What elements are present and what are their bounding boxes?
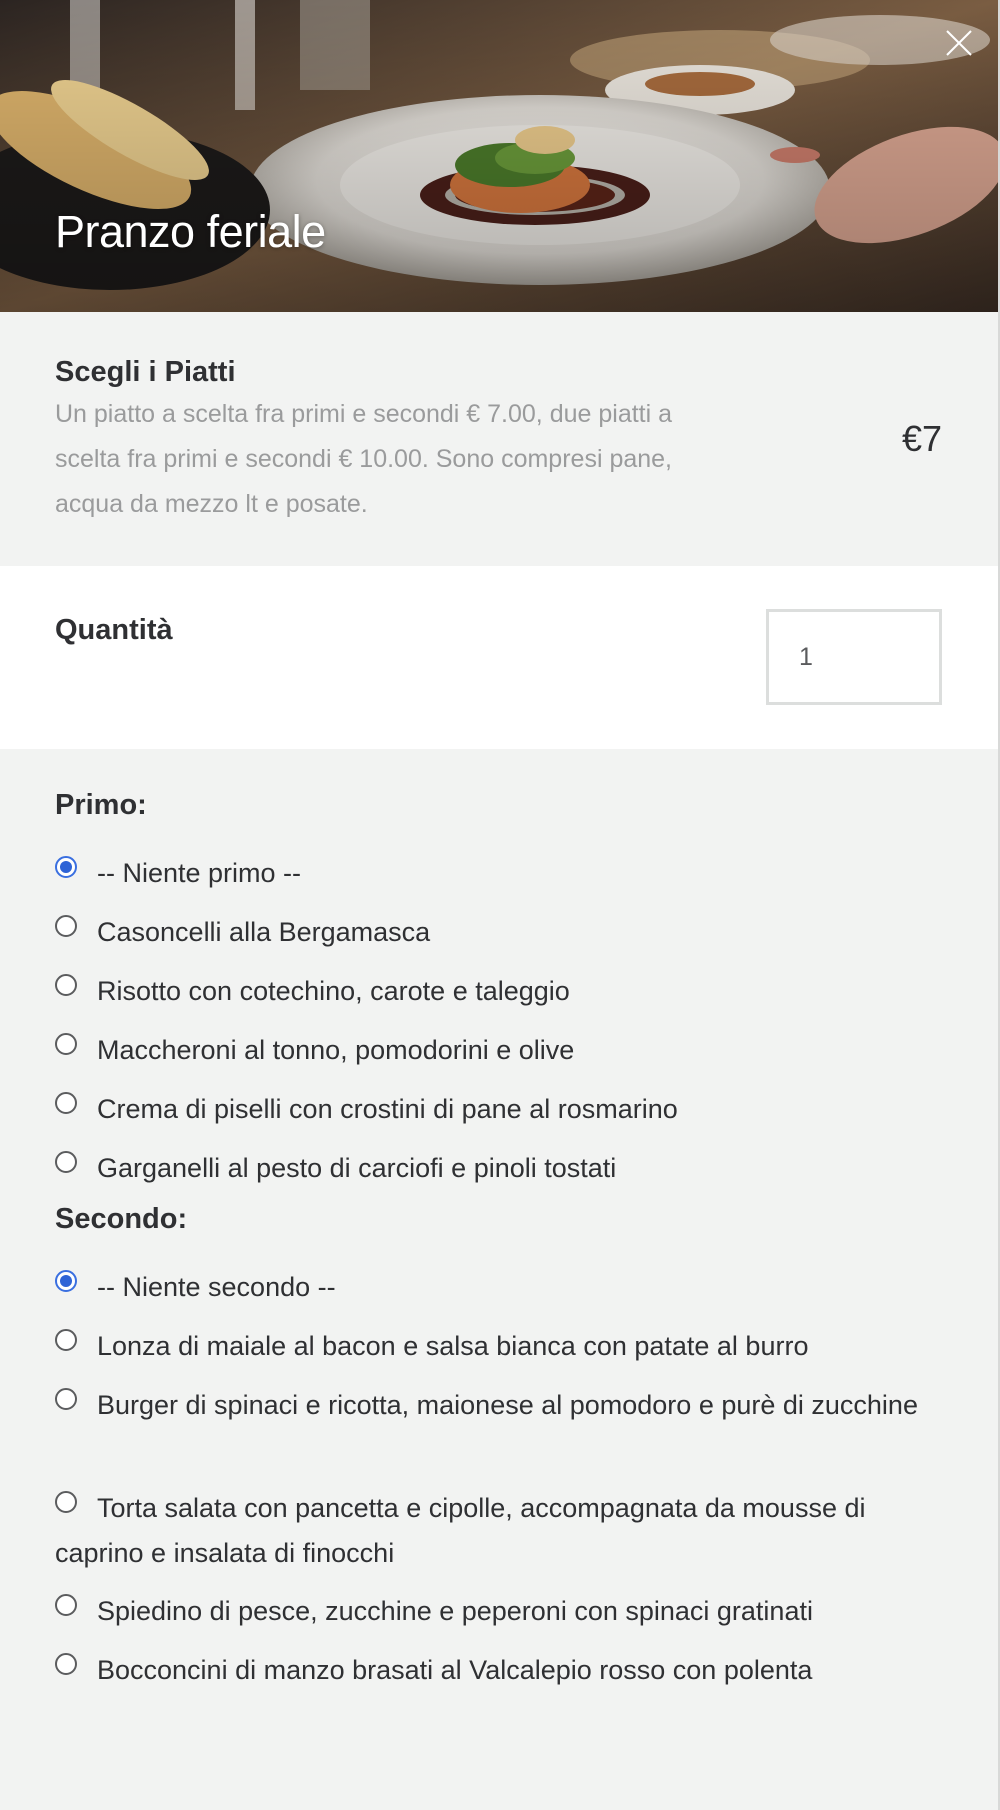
item-description-section <box>0 312 1000 566</box>
option-label: Burger di spinaci e ricotta, maionese al pomodoro e purè di zucchine <box>97 1390 918 1420</box>
quantity-input[interactable] <box>766 609 942 705</box>
option-label: Risotto con cotechino, carote e taleggio <box>97 976 570 1006</box>
radio-button[interactable] <box>55 915 77 937</box>
option-label: -- Niente primo -- <box>97 858 302 888</box>
option-label: -- Niente secondo -- <box>97 1272 336 1302</box>
hero-title: Pranzo feriale <box>55 206 326 257</box>
primo-option[interactable] <box>55 1087 935 1132</box>
option-label: Lonza di maiale al bacon e salsa bianca con patate al burro <box>97 1331 809 1361</box>
option-label: Torta salata con pancetta e cipolle, accompagnata da mousse di caprino e insalata di finocchi <box>55 1493 866 1568</box>
primo-option[interactable] <box>55 1028 935 1073</box>
secondo-option[interactable] <box>55 1324 935 1369</box>
option-label: Casoncelli alla Bergamasca <box>97 917 431 947</box>
radio-button[interactable] <box>55 1653 77 1675</box>
item-description: Un piatto a scelta fra primi e secondi € 7.00, due piatti a scelta fra primi e secondi € 10.00. Sono compresi pane, acqua da mezzo lt e posate. <box>55 400 673 518</box>
primo-option[interactable] <box>55 969 935 1014</box>
radio-button[interactable] <box>55 1594 77 1616</box>
radio-button[interactable] <box>55 856 77 878</box>
secondo-option[interactable] <box>55 1648 935 1693</box>
quantity-label: Quantità <box>55 614 173 646</box>
quantity-section <box>0 566 1000 749</box>
option-label: Spiedino di pesce, zucchine e peperoni con spinaci gratinati <box>97 1596 813 1626</box>
option-label: Maccheroni al tonno, pomodorini e olive <box>97 1035 575 1065</box>
option-label: Bocconcini di manzo brasati al Valcalepio rosso con polenta <box>97 1655 813 1685</box>
item-price: €7 <box>901 418 942 459</box>
option-label: Crema di piselli con crostini di pane al rosmarino <box>97 1094 678 1124</box>
radio-button[interactable] <box>55 1329 77 1351</box>
hero-photo <box>0 0 1000 312</box>
radio-button[interactable] <box>55 1092 77 1114</box>
radio-button[interactable] <box>55 1388 77 1410</box>
hero-image <box>0 0 1000 312</box>
primo-option[interactable] <box>55 851 935 896</box>
radio-button[interactable] <box>55 1491 77 1513</box>
item-title: Scegli i Piatti <box>55 356 236 388</box>
primo-option[interactable] <box>55 1146 935 1191</box>
primo-heading: Primo: <box>55 789 147 821</box>
secondo-option[interactable] <box>55 1589 935 1634</box>
radio-button[interactable] <box>55 1270 77 1292</box>
primo-option[interactable] <box>55 910 935 955</box>
radio-button[interactable] <box>55 1151 77 1173</box>
close-button[interactable] <box>944 28 974 58</box>
secondo-option[interactable] <box>55 1265 935 1310</box>
secondo-heading: Secondo: <box>55 1203 188 1235</box>
radio-button[interactable] <box>55 1033 77 1055</box>
radio-button[interactable] <box>55 974 77 996</box>
option-label: Garganelli al pesto di carciofi e pinoli tostati <box>97 1153 617 1183</box>
secondo-option[interactable] <box>55 1486 935 1576</box>
close-icon[interactable] <box>944 28 974 58</box>
secondo-option[interactable] <box>55 1383 935 1428</box>
